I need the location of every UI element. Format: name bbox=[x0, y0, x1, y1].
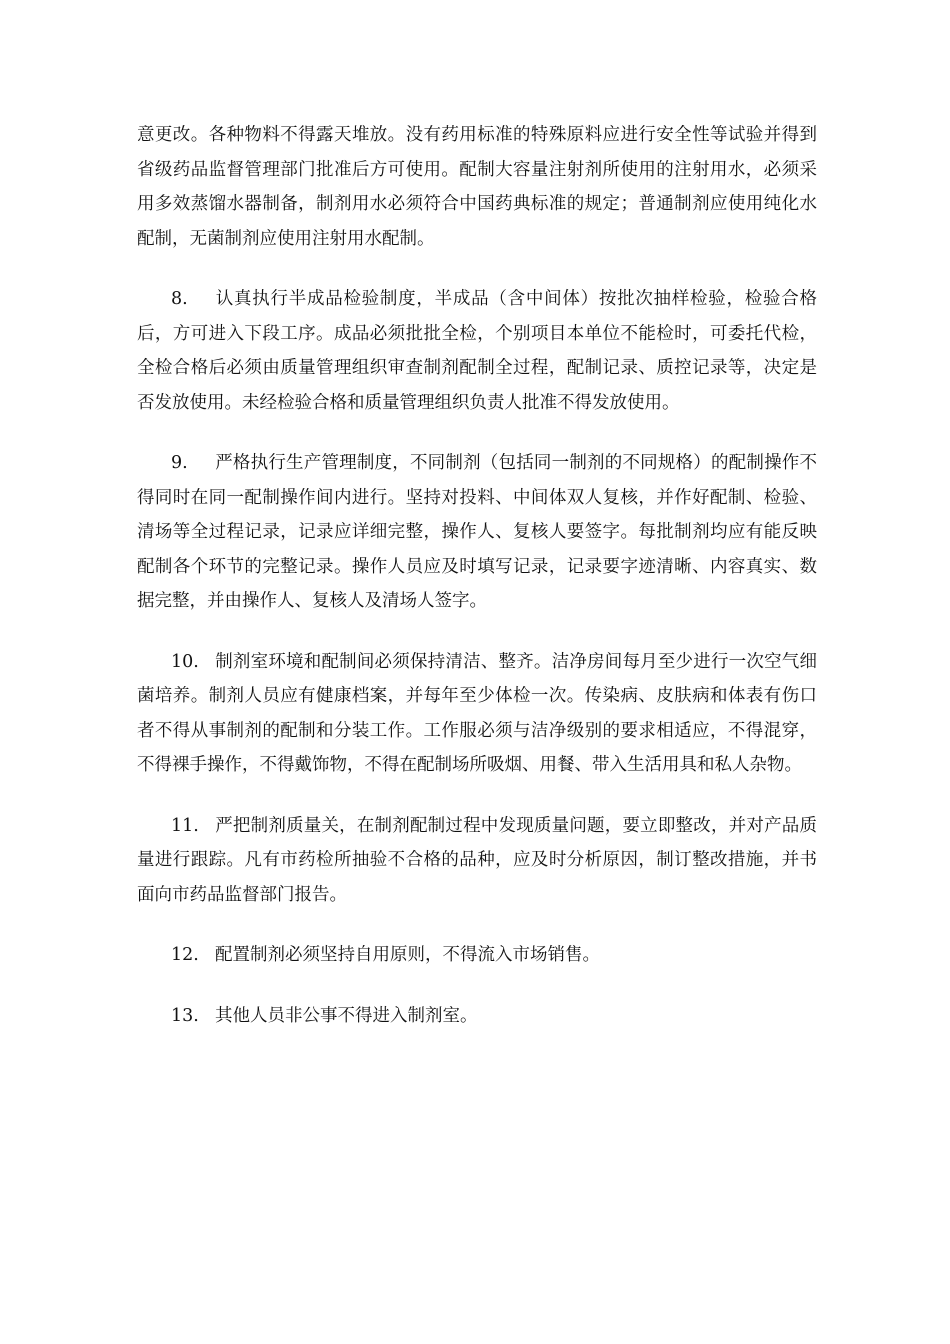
item-number: 13. bbox=[171, 1005, 199, 1026]
paragraph-gap bbox=[137, 619, 817, 645]
paragraph-gap bbox=[137, 783, 817, 809]
paragraph-gap bbox=[137, 912, 817, 938]
document-page bbox=[137, 118, 817, 1033]
list-item bbox=[137, 999, 817, 1034]
item-number: 9. bbox=[171, 453, 188, 473]
list-item bbox=[137, 282, 817, 420]
item-text: 认真执行半成品检验制度，半成品（含中间体）按批次抽样检验，检验合格后，方可进入下段工序。成品必须批批全检，个别项目本单位不能检时，可委托代检，全检合格后必须由质量管理组织审查制剂配制全过程，配制记录、质控记录等，决定是否发放使用。未经检验合格和质量管理组织负责人批准不得发放使用。 bbox=[137, 289, 817, 413]
item-text: 严把制剂质量关，在制剂配制过程中发现质量问题，要立即整改，并对产品质量进行跟踪。凡有市药检所抽验不合格的品种，应及时分析原因，制订整改措施，并书面向市药品监督部门报告。 bbox=[137, 815, 817, 905]
item-number: 11. bbox=[171, 815, 199, 836]
item-text: 其他人员非公事不得进入制剂室。 bbox=[215, 1005, 478, 1026]
item-text: 制剂室环境和配制间必须保持清洁、整齐。洁净房间每月至少进行一次空气细菌培养。制剂人员应有健康档案，并每年至少体检一次。传染病、皮肤病和体表有伤口者不得从事制剂的配制和分装工作。工作服必须与洁净级别的要求相适应，不得混穿，不得裸手操作，不得戴饰物，不得在配制场所吸烟、用餐、带入生活用具和私人杂物。 bbox=[137, 651, 817, 775]
list-item bbox=[137, 446, 817, 619]
list-item bbox=[137, 809, 817, 913]
item-number: 8. bbox=[171, 289, 188, 309]
item-text: 配置制剂必须坚持自用原则，不得流入市场销售。 bbox=[215, 945, 600, 965]
item-number: 12. bbox=[171, 945, 199, 965]
continued-paragraph: 意更改。各种物料不得露天堆放。没有药用标准的特殊原料应进行安全性等试验并得到省级药品监督管理部门批准后方可使用。配制大容量注射剂所使用的注射用水，必须采用多效蒸馏水器制备，制剂用水必须符合中国药典标准的规定；普通制剂应使用纯化水配制，无菌制剂应使用注射用水配制。 bbox=[137, 125, 817, 249]
item-number: 10. bbox=[171, 651, 199, 672]
list-item bbox=[137, 938, 817, 973]
list-item bbox=[137, 645, 817, 783]
paragraph-gap bbox=[137, 420, 817, 446]
paragraph-gap bbox=[137, 973, 817, 999]
item-text: 严格执行生产管理制度，不同制剂（包括同一制剂的不同规格）的配制操作不得同时在同一配制操作间内进行。坚持对投料、中间体双人复核，并作好配制、检验、清场等全过程记录，记录应详细完整，操作人、复核人要签字。每批制剂均应有能反映配制各个环节的完整记录。操作人员应及时填写记录，记录要字迹清晰、内容真实、数据完整，并由操作人、复核人及清场人签字。 bbox=[137, 453, 817, 611]
paragraph-gap bbox=[137, 256, 817, 282]
